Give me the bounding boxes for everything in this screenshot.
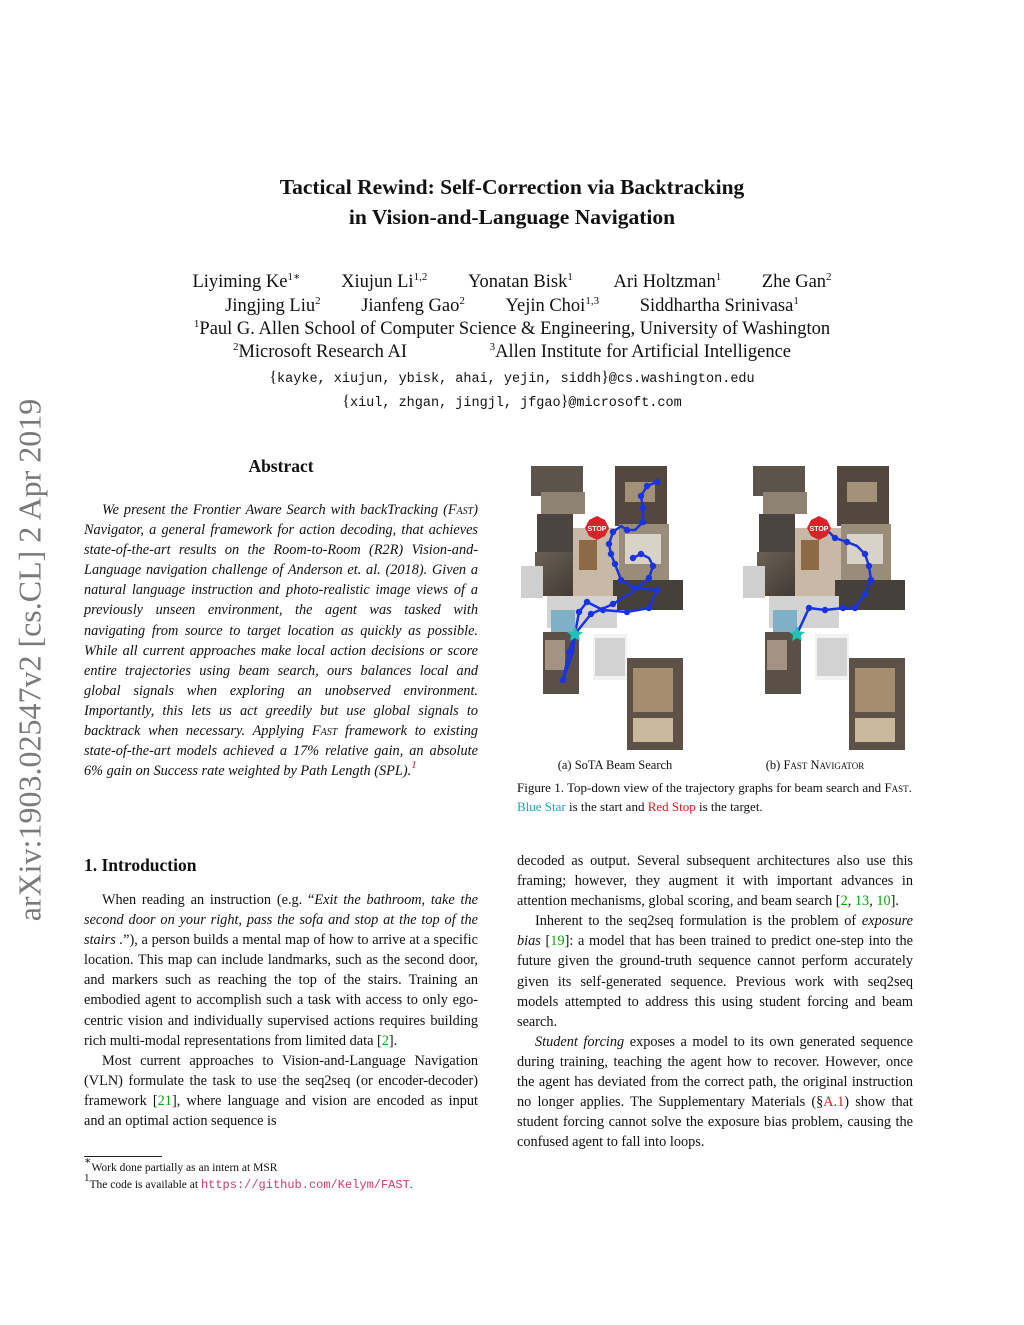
intro-paragraph-1: When reading an instruction (e.g. “Exit the bathroom, take the second door on your right, pass the sofa and stop at the top of the stairs .”), a person builds a mental map of how to arrive at a specific location. This map can include landmarks, such as the second door, and markers such as reaching the top of the stairs. Training an embodied agent to accomplish such a task with access to only ego-centric vision and individually supervised actions requires building rich multi-modal representations from limited data [2]. <box>84 892 479 1049</box>
author-row-2 <box>0 295 1024 318</box>
email-uw: {kayke, xiujun, ybisk, ahai, yejin, siddh}@cs.washington.edu <box>269 369 755 387</box>
author: Xiujun Li$^{1,2}$ <box>341 271 428 292</box>
intro-paragraph-2: Most current approaches to Vision-and-Language Navigation (VLN) formulate the task to use the seq2seq (or encoder-decoder) framework [21], where language and vision are encoded as input and an optimal action sequence is <box>84 1052 478 1130</box>
affiliation-2: $^2$Microsoft Research AI <box>232 341 407 362</box>
footnote-1: ∗Work done partially as an intern at MSR <box>84 1155 278 1174</box>
subcaption-b: (b) Fast Navigator <box>765 758 865 772</box>
appendix-link[interactable]: A.1 <box>823 1094 845 1111</box>
citation-link[interactable]: 19 <box>550 933 565 950</box>
author-row-1 <box>0 271 1024 294</box>
affiliation-1: $^1$Paul G. Allen School of Computer Science & Engineering, University of Washington <box>193 318 831 339</box>
trajectory-figure <box>517 462 913 752</box>
intro-text <box>84 890 478 1131</box>
right-paragraph-1: decoded as output. Several subsequent architectures also use this framing; however, they augment it with important advances in attention mechanisms, global scoring, and beam search [2, 13, 10]. <box>517 853 913 910</box>
floorplan-b <box>743 466 905 750</box>
author: Jianfeng Gao$^2$ <box>361 295 465 316</box>
citation-link[interactable]: 13 <box>854 893 870 910</box>
figure-1 <box>517 462 913 752</box>
affiliation-row-2 <box>0 341 1024 364</box>
author: Zhe Gan$^2$ <box>761 271 832 292</box>
abstract-text: We present the Frontier Aware Search with backTracking (Fast) Navigator, a general framework for action decoding, that achieves state-of-the-art results on the Room-to-Room (R2R) Vision-and-Language navigation challenge of Anderson et. al. (2018). Given a natural language instruction and photo-realistic image views of a previously unseen environment, the agent was tasked with navigating from source to target location as quickly as possible. While all current approaches make local action decisions or score entire trajectories using beam search, ours balances local and global signals when exploring an unobserved environment. Importantly, this lets us act greedily but use global signals to backtrack when necessary. Applying Fast framework to existing state-of-the-art models achieved a 17% relative gain, an absolute 6% gain on Success rate weighted by Path Length (SPL).$^1$ <box>84 502 479 780</box>
right-paragraph-2: Inherent to the seq2seq formulation is the problem of exposure bias [19]: a model that has been trained to predict one-step into the future given the ground-truth sequence cannot perform accurately given its self-generated sequence. Previous work with seq2seq models attempted to address this using student forcing and beam search. <box>517 913 914 1030</box>
footnote-2: $^1$The code is available at https://github.com/Kelym/FAST. <box>84 1172 413 1192</box>
right-paragraph-3: Student forcing exposes a model to its own generated sequence during training, teaching the agent how to recover. However, once the agent has deviated from the correct path, the original instruction no longer applies. The Supplementary Materials (§A.1) show that student forcing cannot solve the exposure bias problem, causing the confused agent to fall into loops. <box>517 1033 913 1151</box>
stop-label-b: STOP <box>809 526 829 533</box>
title-line-2: in Vision-and-Language Navigation <box>348 205 676 229</box>
author: Ari Holtzman$^1$ <box>613 271 722 292</box>
arxiv-id: arXiv:1903.02547v2 [cs.CL] 2 Apr 2019 <box>11 398 48 922</box>
section-heading-introduction: 1. Introduction <box>84 855 197 875</box>
subcaption-a: (a) SoTA Beam Search <box>557 758 673 772</box>
affiliation-3: $^3$Allen Institute for Artificial Intelligence <box>489 341 792 362</box>
author: Jingjing Liu$^2$ <box>225 295 321 316</box>
code-url-link[interactable]: https://github.com/Kelym/FAST <box>200 1178 410 1192</box>
paper-title <box>0 172 1024 232</box>
footnote-link[interactable]: 1 <box>411 759 417 772</box>
author: Yonatan Bisk$^1$ <box>467 271 573 292</box>
right-column-text <box>517 851 913 1152</box>
author: Liyiming $Ke^{1∗}$ <box>192 271 301 292</box>
email-msr: {xiul, zhgan, jingjl, jfgao}@microsoft.com <box>342 393 682 411</box>
abstract-heading: Abstract <box>248 456 314 476</box>
citation-link[interactable]: 21 <box>157 1092 172 1109</box>
citation-link[interactable]: 2 <box>840 893 848 910</box>
stop-label-a: STOP <box>587 526 607 533</box>
citation-link[interactable]: 2 <box>381 1032 389 1049</box>
author: Yejin Choi$^{1,3}$ <box>505 295 600 316</box>
author: Siddhartha Srinivasa$^1$ <box>639 295 799 316</box>
citation-link[interactable]: 10 <box>876 893 891 910</box>
footnote-rule <box>84 1156 162 1157</box>
figure-caption: Figure 1. Top-down view of the trajectory graphs for beam search and Fast. Blue Star is the start and Red Stop is the target. <box>517 780 912 814</box>
title-line-1: Tactical Rewind: Self-Correction via Backtracking <box>279 175 745 199</box>
